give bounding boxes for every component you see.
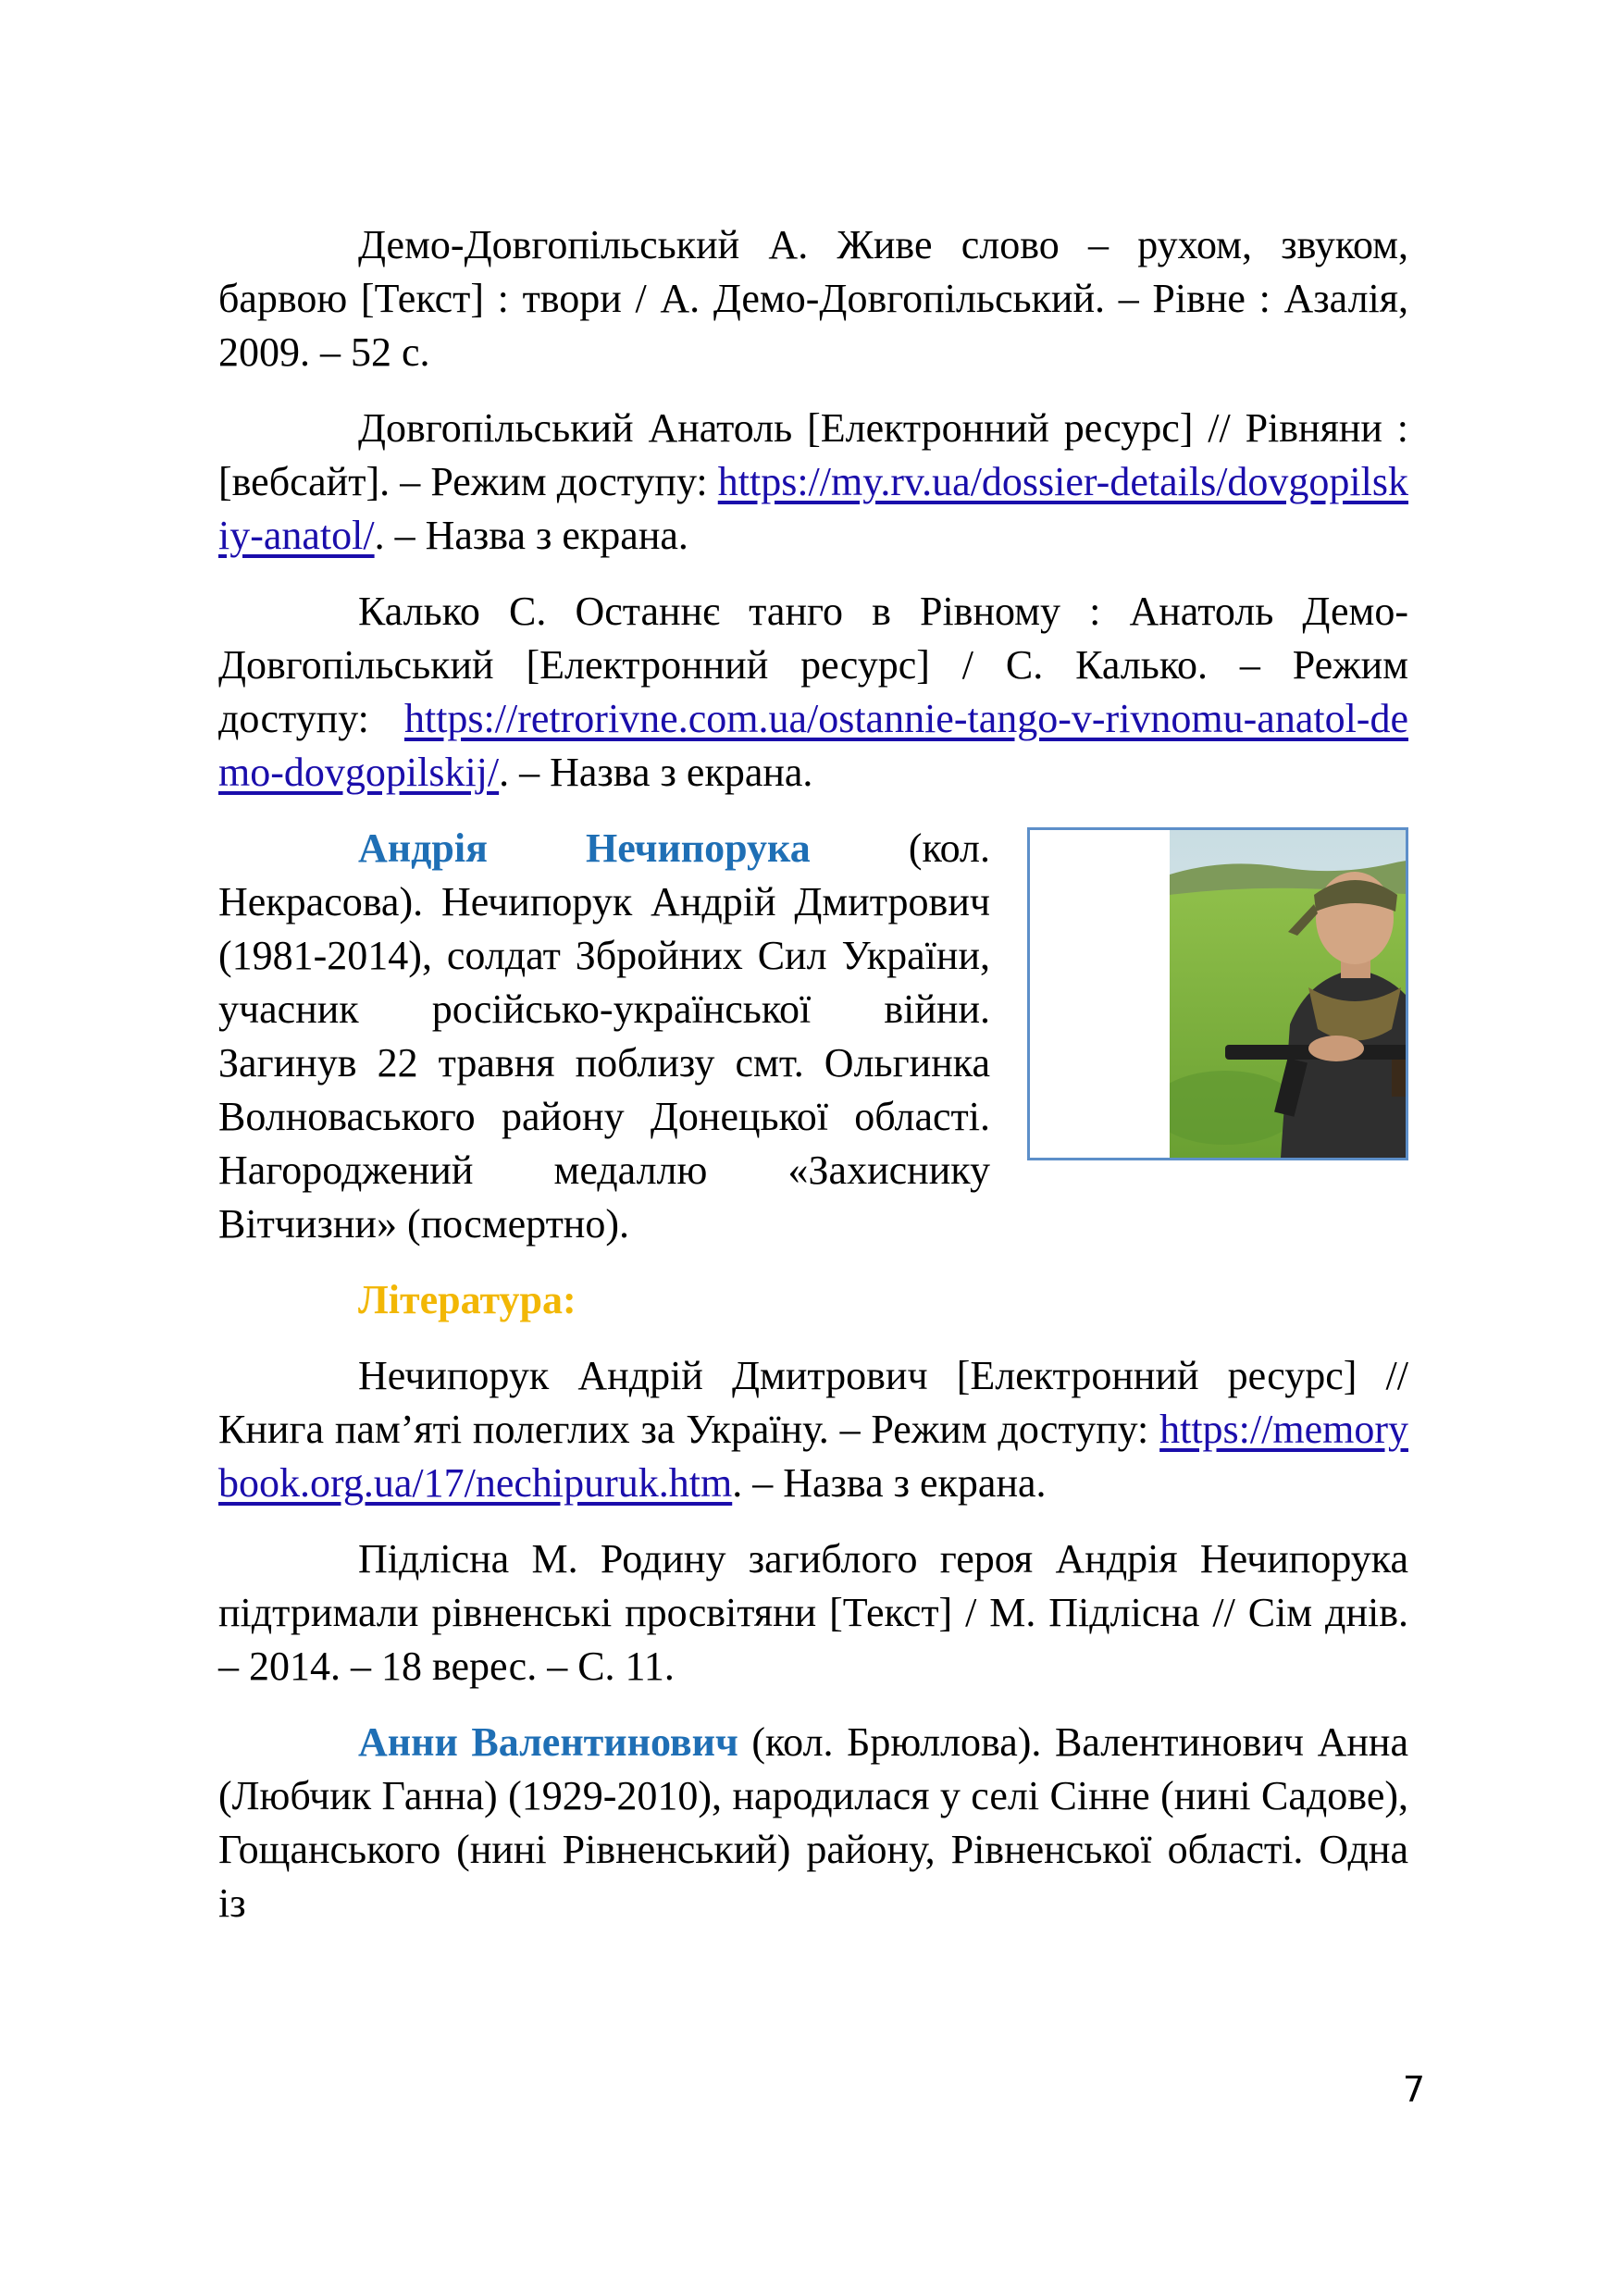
street-description: (кол. Некрасова). Нечипорук Андрій Дмитрович (1981-2014), солдат Збройних Сил України, учасник російсько-української війни. Загинув 22 травня поблизу смт. Ольгинка Волноваського району Донецької області. Нагороджений медаллю «Захиснику Вітчизни» (посмертно). bbox=[218, 825, 990, 1247]
literature-entry-2 bbox=[218, 1532, 1408, 1693]
entry-text: Підлісна М. Родину загиблого героя Андрія Нечипорука підтримали рівненські просвітяни [Текст] / М. Підлісна // Сім днів. – 2014. – 18 верес. – С. 11. bbox=[218, 1536, 1408, 1689]
page-number: 7 bbox=[1402, 2069, 1425, 2110]
street-heading: Андрія Нечипорука bbox=[358, 825, 811, 871]
entry-text-tail: . – Назва з екрана. bbox=[374, 513, 688, 558]
street-description: (кол. Брюллова). Валентинович Анна (Любчик Ганна) (1929-2010), народилася у селі Сінне (нині Садове), Гощанського (нині Рівненський) району, Рівненської області. Одна із bbox=[218, 1719, 1408, 1926]
source-link[interactable]: https://retrorivne.com.ua/ostannie-tango-v-rivnomu-anatol-demo-dovgopilskij/ bbox=[218, 696, 1408, 795]
literature-label: Література: bbox=[358, 1277, 576, 1322]
entry-text: Калько С. Останнє танго в Рівному : Анатоль Демо-Довгопільський [Електронний ресурс] / С. Калько. – Режим доступу: bbox=[218, 589, 1408, 741]
bibliography-entry-1 bbox=[218, 218, 1408, 379]
entry-text-tail: . – Назва з екрана. bbox=[732, 1460, 1047, 1506]
street-entry-valentynovych bbox=[218, 1716, 1408, 1930]
street-heading: Анни Валентинович bbox=[358, 1719, 738, 1765]
source-link[interactable]: https://my.rv.ua/dossier-details/dovgopilskiy-anatol/ bbox=[218, 459, 1408, 558]
street-entry-nechyporuk bbox=[218, 822, 1408, 1251]
bibliography-entry-3 bbox=[218, 585, 1408, 800]
entry-text-tail: . – Назва з екрана. bbox=[499, 750, 813, 795]
street-description-intro bbox=[811, 825, 909, 871]
source-link[interactable]: https://memorybook.org.ua/17/nechipuruk.htm bbox=[218, 1407, 1408, 1506]
entry-text: Демо-Довгопільський А. Живе слово – рухом, звуком, барвою [Текст] : твори / А. Демо-Довгопільський. – Рівне : Азалія, 2009. – 52 с. bbox=[218, 222, 1408, 375]
portrait-photo bbox=[1027, 827, 1408, 1160]
entry-text: Нечипорук Андрій Дмитрович [Електронний ресурс] // Книга пам’яті полеглих за Україну. – Режим доступу: bbox=[218, 1353, 1408, 1452]
page-content bbox=[218, 218, 1408, 1953]
soldier-photo-illustration bbox=[1170, 830, 1408, 1158]
bibliography-entry-2 bbox=[218, 402, 1408, 563]
literature-entry-1 bbox=[218, 1349, 1408, 1510]
entry-text: Довгопільський Анатоль [Електронний ресурс] // Рівняни : [вебсайт]. – Режим доступу: bbox=[218, 405, 1408, 504]
